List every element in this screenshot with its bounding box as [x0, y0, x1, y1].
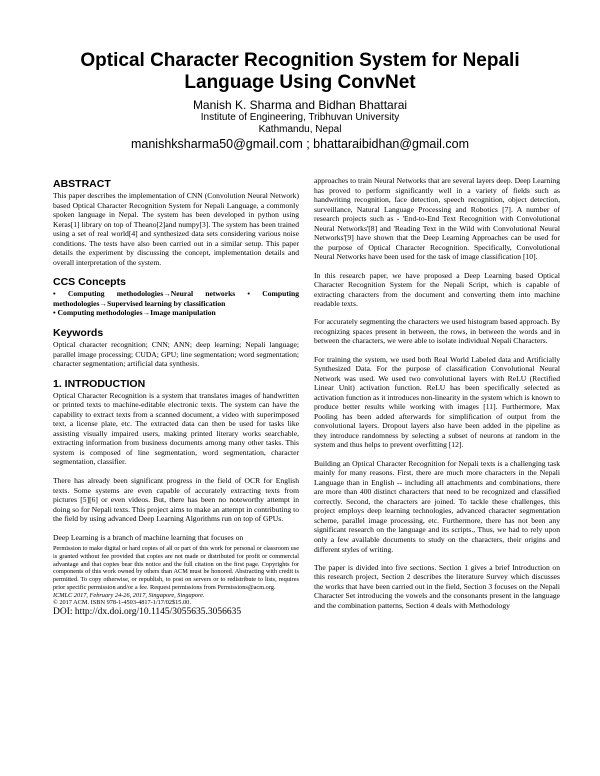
institute: Institute of Engineering, Tribhuvan University: [200, 112, 400, 123]
right-paragraph-1: approaches to train Neural Networks that are several layers deep. Deep Learning has proved to perform significantly well in a variety of fields such as handwriting recognition, face detection, speech recognition, object detection, surveillance, Natural Language Processing and Robotics [7]. A number of research projects such as - 'End-to-End Text Recognition with Convolutional Neural Networks'[8] and 'Reading Text in the Wild with Convolutional Neural Networks'[9] have shown that the Deep Learning Approaches can be used for the purpose of Optical Character Recognition. Specifically, Convolutional Neural Networks have been used for the task of image classification [10].: [314, 176, 560, 262]
intro-paragraph-1: Optical Character Recognition is a system that translates images of handwritten or printed texts to machine-editable electronic texts. The system can have the capability to extract texts from a scanned document, a video with superimposed text, a license plate, etc. The extracted data can then be used for tasks like assisting visually impaired users, making printed literary works searchable, extracting information from business documents among many other tasks. This system is composed of line segmentation, word segmentation, character segmentation, classifier.: [53, 390, 299, 467]
right-column: [314, 176, 560, 619]
left-column: [53, 178, 299, 618]
introduction-heading: 1. INTRODUCTION: [53, 377, 146, 390]
abstract-heading: ABSTRACT: [53, 178, 111, 190]
location: Kathmandu, Nepal: [258, 124, 342, 135]
ccs-line-1: • Computing methodologies→Neural networks • Computing methodologies→Supervised learning by classification: [53, 289, 299, 308]
paper-header: [0, 50, 600, 152]
keywords-heading: Keywords: [53, 327, 104, 340]
ccs-line-2: • Computing methodologies→Image manipulation: [53, 308, 216, 318]
right-paragraph-3: For accurately segmenting the characters we used histogram based approach. By recognizing spaces present in between, the rows, in between the words and in between the characters, we were able to isolate individual Nepali Characters.: [314, 317, 560, 346]
author-emails: manishksharma50@gmail.com ; bhattaraibidhan@gmail.com: [130, 137, 470, 151]
right-paragraph-4: For training the system, we used both Real World Labeled data and Artificially Synthesized Data. For the purpose of classification Convolutional Neural Network was used. We used two convolutional layers with ReLU (Rectified Linear Unit) activation function. ReLU has been specifically selected as activation function as it introduces non-linearity in the system which is known to produce better results while working with images [11]. Furthermore, Max Pooling has been added afterwards for simplification of output from the convolutional layers. Dropout layers also have been added in the pipeline as they introduce randomness by selecting a subset of neurons at random in the system and thus helps to prevent overfitting [12].: [314, 354, 560, 450]
authors: Manish K. Sharma and Bidhan Bhattarai: [192, 98, 408, 112]
ccs-concepts: [53, 289, 299, 318]
doi-link[interactable]: DOI: http://dx.doi.org/10.1145/3055635.3056635: [53, 606, 242, 617]
intro-paragraph-2: There has already been significant progress in the field of OCR for English texts. Some systems are even capable of accurately extracting texts from pictures [5][6] or even videos. But, there has been no noteworthy attempt in doing so for Nepali texts. This project aims to make an attempt in contributing to the field by using advanced Deep Learning Algorithms run on top of GPUs.: [53, 476, 299, 524]
ccs-heading: CCS Concepts: [53, 276, 126, 289]
intro-paragraph-3: Deep Learning is a branch of machine learning that focuses on: [53, 532, 244, 542]
copyright-info: © 2017 ACM. ISBN 978-1-4503-4817-1/17/02$15.00.: [53, 599, 191, 607]
conference-info: ICMLC 2017, February 24-26, 2017, Singapore, Singapore.: [53, 591, 205, 599]
keywords-text: Optical character recognition; CNN; ANN; deep learning; Nepali language; parallel image processing; CUDA; GPU; line segmentation; word segmentation; character segmentation; artificial data synthesis.: [53, 340, 299, 369]
right-paragraph-2: In this research paper, we have proposed a Deep Learning based Optical Character Recognition System for the Nepali Script, which is capable of extracting characters from the document and converting them into machine readable texts.: [314, 270, 560, 309]
right-paragraph-5: Building an Optical Character Recognition for Nepali texts is a challenging task mainly for many reasons. First, there are much more characters in the Nepali Language than in English -- including all attachments and combinations, there are more than 400 distinct characters that need to be recognized and classified correctly. Second, the characters are joined. To tackle these challenges, this project employs deep learning technologies, advanced character segmentation scheme, parallel image processing, etc. Furthermore, there has not been any significant research on the language and its scripts., Thus, we had to rely upon only a few available documents to study on the characters, their origins and different styles of writing.: [314, 458, 560, 554]
right-paragraph-6: The paper is divided into five sections. Section 1 gives a brief Introduction on this research project, Section 2 describes the literature Survey which discusses the works that have been carried out in the field, Section 3 focuses on the Nepali Character Set introducing the vowels and the consonants present in the language and the combination patterns, Section 4 deals with Methodology: [314, 562, 560, 610]
paper-title: Optical Character Recognition System for Nepali Language Using ConvNet: [80, 50, 520, 93]
permission-footnote: [53, 545, 299, 607]
abstract-text: This paper describes the implementation of CNN (Convolution Neural Network) based Optical Character Recognition System for Nepali Language, a commonly spoken language in Nepal. The system has been developed in python using Keras[1] library on top of Theano[2]and numpy[3]. The system has been trained using a set of real world[4] and synthesized data sets considering various noise conditions. The tests have also been carried out in a similar setup. This paper details the experiment by discussing the concept, implementation details and overall interpretation of the system.: [53, 191, 299, 267]
permission-text: Permission to make digital or hard copies of all or part of this work for personal or classroom use is granted without fee provided that copies are not made or distributed for profit or commercial advantage and that copies bear this notice and the full citation on the first page. Copyrights for components of this work owned by others than ACM must be honored. Abstracting with credit is permitted. To copy otherwise, or republish, to post on servers or to redistribute to lists, requires prior specific permission and/or a fee. Request permissions from Permissions@acm.org.: [53, 545, 299, 591]
